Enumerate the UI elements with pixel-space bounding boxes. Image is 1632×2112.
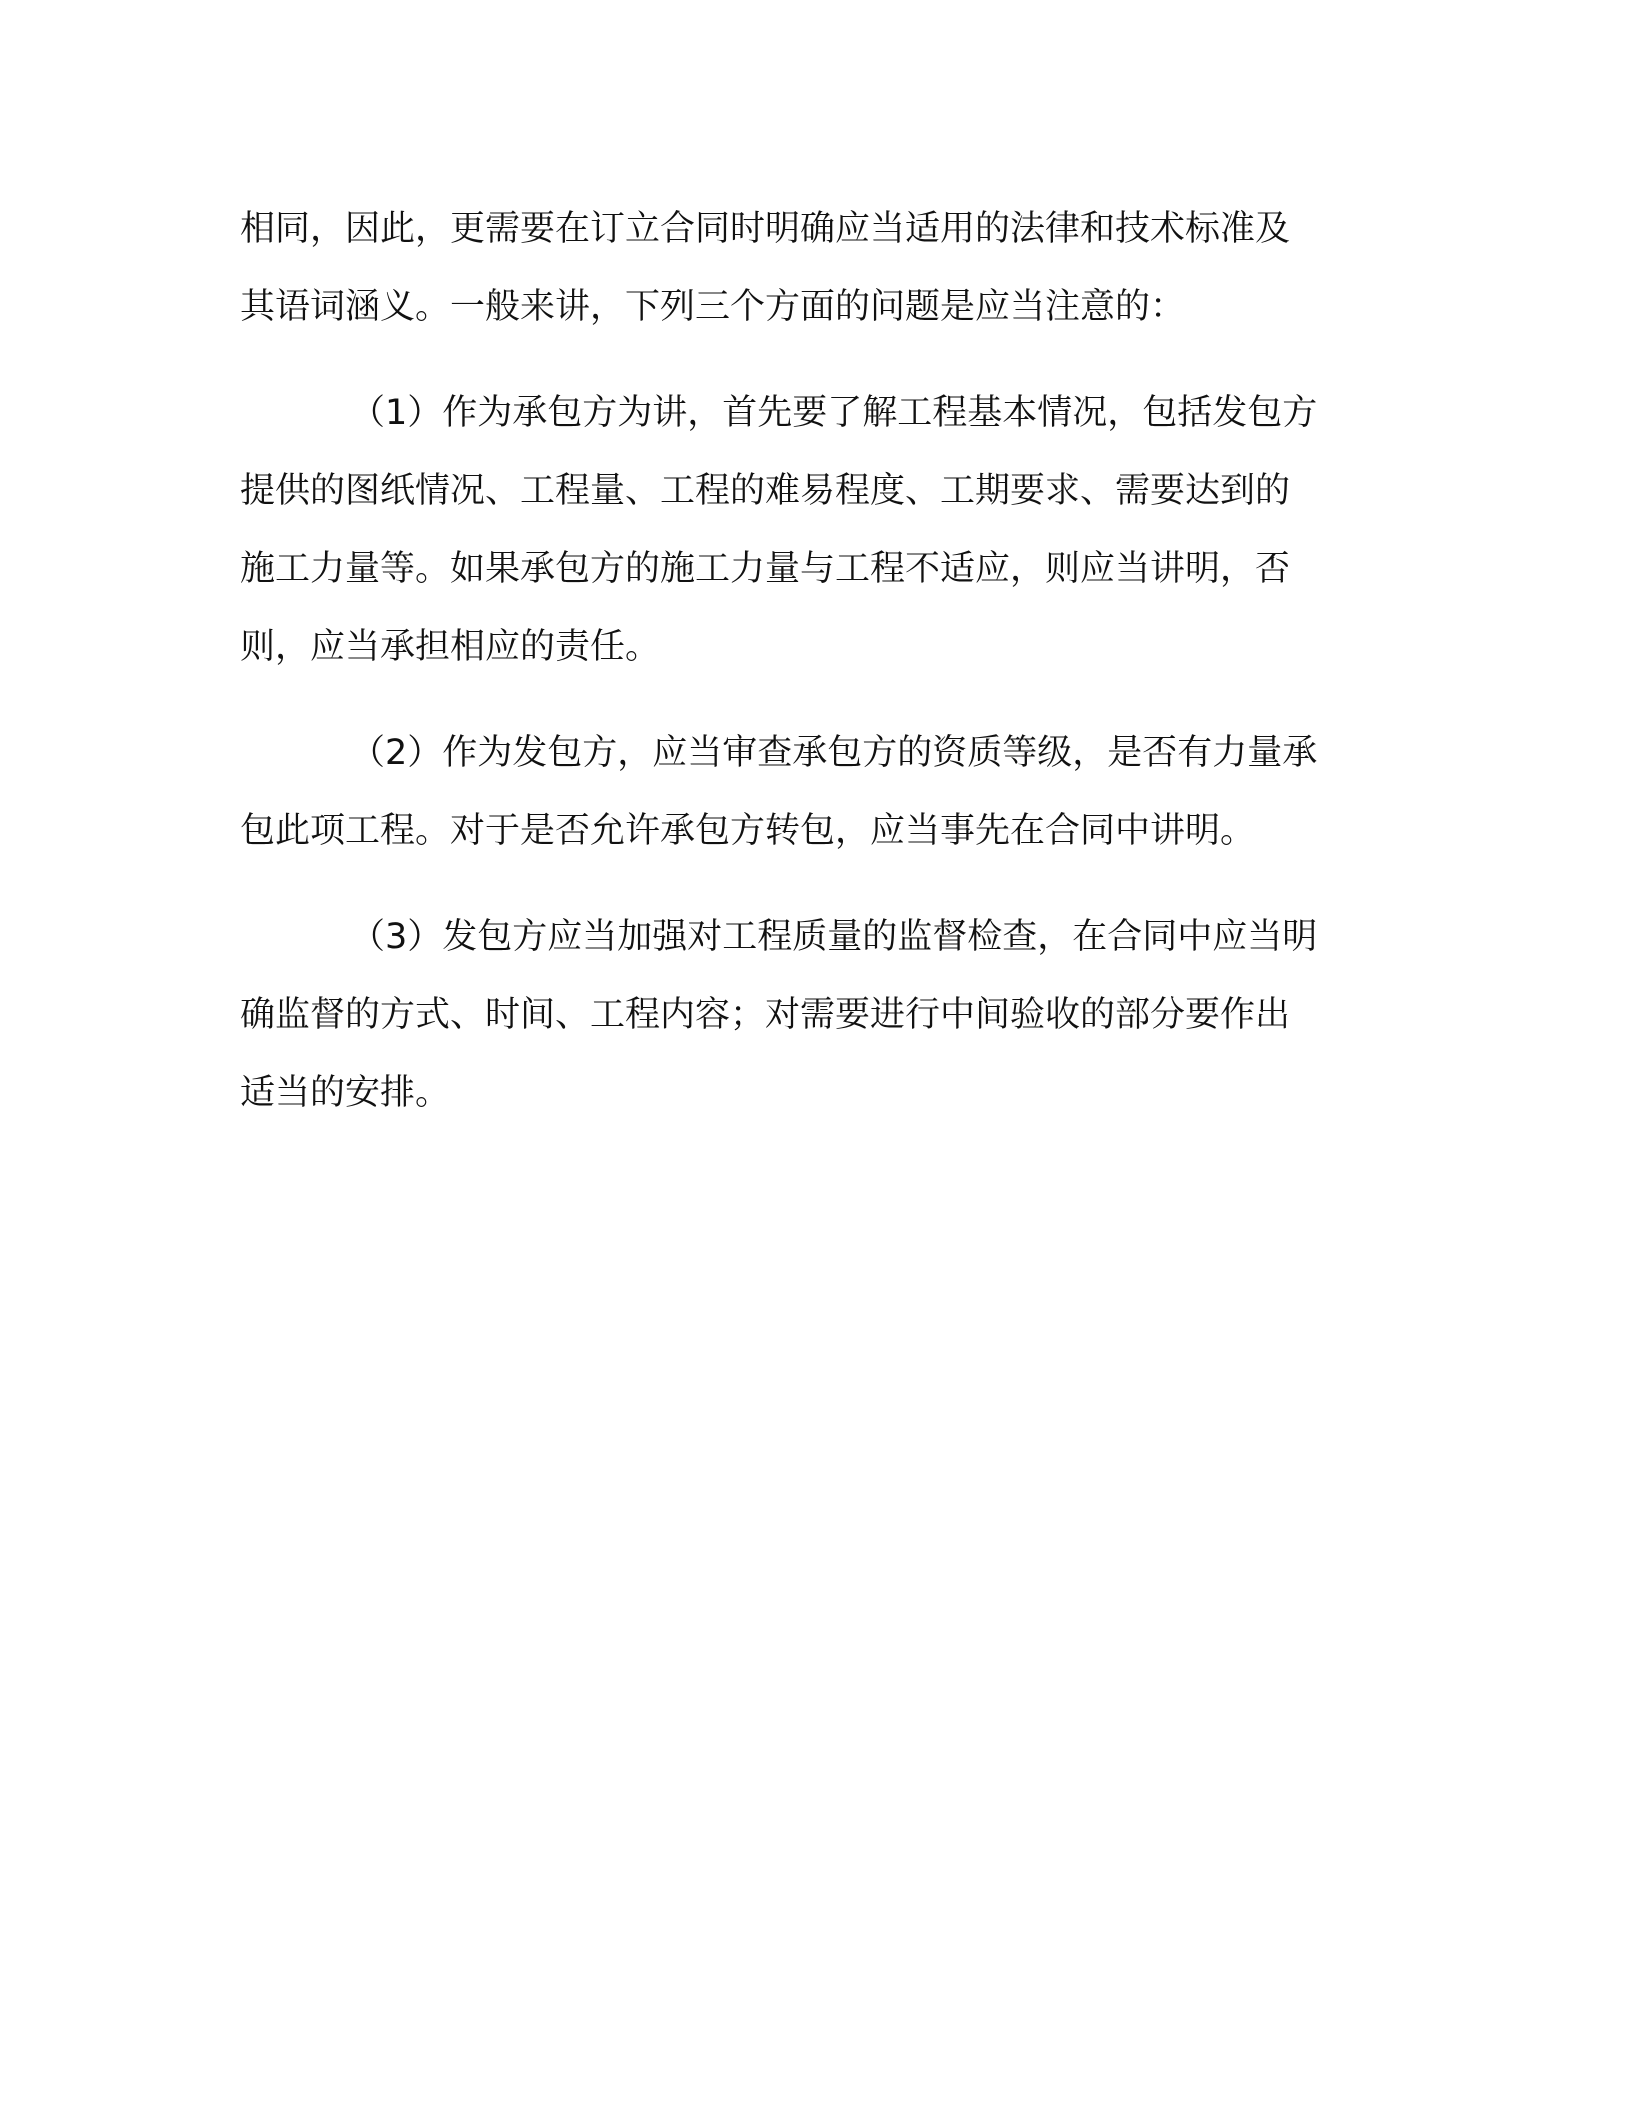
paragraph-line: （1）作为承包方为讲，首先要了解工程基本情况，包括发包方 (350, 393, 1318, 433)
paragraph-line: 则，应当承担相应的责任。 (240, 627, 661, 667)
item-2-paragraph (240, 714, 1360, 870)
paragraph-line: 适当的安排。 (240, 1073, 451, 1113)
paragraph-line: （2）作为发包方，应当审查承包方的资质等级，是否有力量承 (350, 733, 1318, 773)
item-1-paragraph (240, 374, 1360, 686)
item-3-paragraph (240, 898, 1360, 1132)
paragraph-spacer (240, 346, 1360, 374)
paragraph-line: 其语词涵义。一般来讲，下列三个方面的问题是应当注意的： (240, 287, 1186, 327)
paragraph-line: 包此项工程。对于是否允许承包方转包，应当事先在合同中讲明。 (240, 811, 1256, 851)
paragraph-line: 确监督的方式、时间、工程内容；对需要进行中间验收的部分要作出 (240, 995, 1291, 1035)
paragraph-line: 相同，因此，更需要在订立合同时明确应当适用的法律和技术标准及 (240, 209, 1291, 249)
paragraph-line: 提供的图纸情况、工程量、工程的难易程度、工期要求、需要达到的 (240, 471, 1291, 511)
paragraph-line: 施工力量等。如果承包方的施工力量与工程不适应，则应当讲明，否 (240, 549, 1291, 589)
paragraph-spacer (240, 686, 1360, 714)
document-body (240, 190, 1360, 1132)
intro-paragraph (240, 190, 1360, 346)
paragraph-spacer (240, 870, 1360, 898)
paragraph-line: （3）发包方应当加强对工程质量的监督检查，在合同中应当明 (350, 917, 1318, 957)
